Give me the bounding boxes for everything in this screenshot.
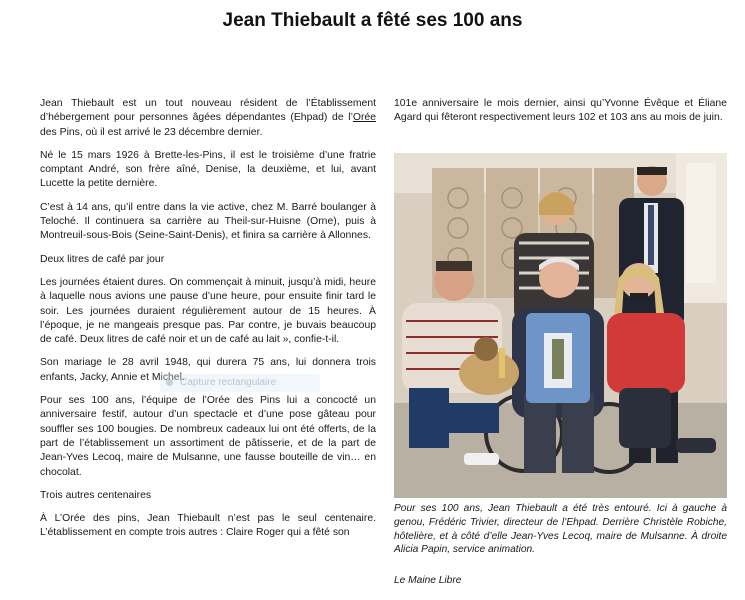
paragraph-intro bbox=[40, 97, 376, 140]
subheading-centenarians: Trois autres centenaires bbox=[40, 489, 152, 501]
subheading-coffee: Deux litres de café par jour bbox=[40, 253, 165, 265]
paragraph-continued: 101e anniversaire le mois dernier, ainsi qu’Yvonne Évêque et Éliane Agard qui fêteront respectivement leurs 102 et 103 ans au mois de juin. bbox=[394, 98, 727, 124]
photo-caption: Pour ses 100 ans, Jean Thiebault a été très entouré. Ici à gauche à genou, Frédéric Trivier, directeur de l’Ehpad. Derrière Christèle Robiche, hôtelière, et à côté d’elle Jean-Yves Lecoq, maire de Mulsanne. À droite Alicia Papin, service animation. bbox=[394, 503, 727, 556]
photo-illustration bbox=[394, 153, 727, 498]
oree-link[interactable]: Orée bbox=[352, 112, 376, 124]
source-credit: Le Maine Libre bbox=[394, 575, 462, 586]
paragraph-birth: Né le 15 mars 1926 à Brette-les-Pins, il est le troisième d’une fratrie comptant André, son frère aîné, Denise, la deuxième, et lui, avant Lucette la petite dernière. bbox=[40, 149, 376, 190]
paragraph-others: À L’Orée des pins, Jean Thiebault n’est pas le seul centenaire. L’établissement en compte trois autres : Claire Roger qui a fêté son bbox=[40, 513, 376, 539]
intro-text-b: des Pins, où il est arrivé le 23 décembre dernier. bbox=[40, 126, 263, 138]
right-column bbox=[394, 97, 727, 126]
left-column bbox=[40, 97, 376, 550]
capture-label: Capture rectangulaire bbox=[180, 377, 277, 388]
paragraph-career: C’est à 14 ans, qu’il entre dans la vie active, chez M. Barré boulanger à Teloché. Il continuera sa carrière au Theil-sur-Huisne (Orne), puis à Montreuil-sous-Bois (Seine-Saint-Denis), et finira sa carrière à Allonnes. bbox=[40, 201, 376, 242]
capture-icon bbox=[166, 379, 173, 386]
intro-text-a: Jean Thiebault est un tout nouveau résident de l’Établissement d’hébergement pour personnes âgées dépendantes (Ehpad) de l’ bbox=[40, 98, 376, 124]
paragraph-quote: Les journées étaient dures. On commençait à minuit, jusqu’à midi, heure à laquelle nous avions une pause d’une heure, pour ensuite finir tard le soir. Les journées duraient régulièrement autour de 15 heures. À l’époque, je ne mangeais presque pas. Par contre, je buvais beaucoup de café. Deux litres de café noir et un de café au lait », confie-t-il. bbox=[40, 276, 376, 346]
article-photo bbox=[394, 153, 727, 498]
article-title: Jean Thiebault a fêté ses 100 ans bbox=[222, 10, 523, 31]
paragraph-celebration: Pour ses 100 ans, l’équipe de l’Orée des Pins lui a concocté un anniversaire festif, autour d’un spectacle et d’une pose gâteau pour souffler ses 100 bougies. De nombreux cadeaux lui ont été offerts, de la part de l’établissement un assortiment de pâtisserie, et de la part de Jean-Yves Lecoq, maire de Mulsanne, une fausse bouteille de vin… en chocolat. bbox=[40, 395, 376, 478]
paragraph-marriage: Son mariage le 28 avril 1948, qui durera 75 ans, lui donnera trois enfants, Jacky, Annie et Michel. bbox=[40, 357, 376, 383]
screen-capture-overlay bbox=[160, 374, 320, 392]
